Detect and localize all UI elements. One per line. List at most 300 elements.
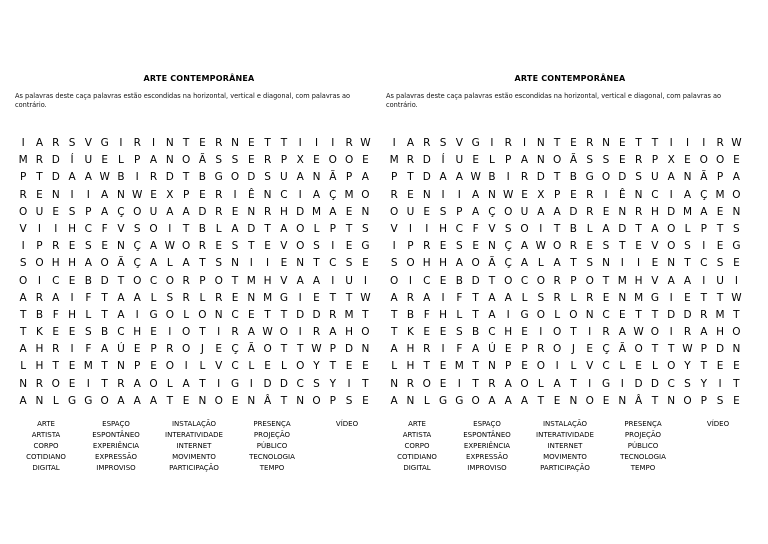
grid-letter: E bbox=[635, 240, 642, 253]
grid-letter: E bbox=[150, 188, 157, 201]
grid-letter: S bbox=[85, 326, 92, 339]
grid-letter: X bbox=[166, 188, 174, 201]
grid-letter: N bbox=[488, 188, 496, 201]
grid-letter: O bbox=[198, 308, 207, 321]
grid-letter: Ã bbox=[329, 171, 337, 184]
grid-letter: T bbox=[390, 308, 398, 321]
grid-letter: Ç bbox=[700, 188, 708, 201]
grid-letter: E bbox=[553, 394, 561, 407]
grid-letter: R bbox=[166, 343, 174, 356]
grid-row bbox=[15, 358, 374, 375]
grid-letter: G bbox=[601, 377, 611, 390]
grid-letter: T bbox=[733, 308, 740, 321]
word-item: EXPRESSÃO bbox=[466, 453, 508, 461]
grid-row bbox=[15, 152, 374, 169]
grid-letter: U bbox=[345, 274, 353, 287]
grid-letter: R bbox=[586, 188, 594, 201]
grid-letter: R bbox=[52, 343, 60, 356]
grid-letter: T bbox=[329, 360, 336, 373]
grid-letter: W bbox=[633, 326, 644, 339]
grid-letter: I bbox=[734, 274, 738, 287]
grid-letter: L bbox=[684, 222, 691, 235]
grid-letter: I bbox=[168, 326, 172, 339]
grid-letter: T bbox=[635, 137, 642, 149]
grid-letter: T bbox=[667, 343, 675, 356]
letter-grid bbox=[386, 135, 745, 410]
grid-letter: N bbox=[488, 240, 496, 253]
grid-letter: E bbox=[345, 240, 353, 253]
grid-letter: N bbox=[536, 137, 545, 149]
grid-letter: P bbox=[134, 154, 141, 167]
grid-letter: Ê bbox=[247, 188, 255, 201]
grid-letter: E bbox=[231, 291, 239, 304]
grid-letter: T bbox=[280, 308, 288, 321]
grid-letter: H bbox=[263, 274, 272, 287]
grid-letter: E bbox=[651, 257, 659, 270]
grid-letter: Ç bbox=[488, 205, 496, 218]
grid-letter: S bbox=[166, 291, 174, 304]
grid-letter: D bbox=[618, 222, 627, 235]
grid-letter: L bbox=[280, 360, 287, 373]
grid-letter: L bbox=[554, 308, 561, 321]
grid-letter: I bbox=[331, 137, 335, 149]
grid-letter: E bbox=[68, 274, 76, 287]
grid-letter: A bbox=[296, 171, 304, 184]
grid-letter: I bbox=[506, 308, 510, 321]
grid-letter: N bbox=[634, 188, 643, 201]
grid-letter: D bbox=[165, 171, 174, 184]
grid-letter: T bbox=[716, 291, 724, 304]
grid-letter: I bbox=[168, 222, 172, 235]
grid-letter: D bbox=[683, 308, 692, 321]
grid-letter: Ç bbox=[504, 257, 512, 270]
grid-row bbox=[386, 376, 745, 393]
grid-letter: S bbox=[68, 137, 76, 149]
grid-letter: P bbox=[521, 343, 528, 356]
grid-letter: R bbox=[634, 154, 643, 167]
grid-letter: N bbox=[165, 154, 174, 167]
grid-letter: G bbox=[650, 291, 659, 304]
grid-letter: H bbox=[439, 308, 447, 321]
grid-letter: B bbox=[35, 308, 44, 321]
grid-letter: C bbox=[231, 308, 239, 321]
grid-letter: O bbox=[667, 222, 676, 235]
grid-letter: E bbox=[733, 257, 740, 270]
grid-letter: H bbox=[439, 222, 447, 235]
grid-letter: A bbox=[166, 205, 174, 218]
grid-letter: K bbox=[36, 326, 43, 339]
grid-letter: E bbox=[36, 188, 43, 201]
grid-letter: H bbox=[133, 326, 142, 339]
grid-letter: H bbox=[422, 257, 431, 270]
grid-letter: I bbox=[588, 326, 592, 339]
grid-letter: E bbox=[602, 291, 610, 304]
grid-letter: A bbox=[504, 394, 512, 407]
grid-letter: N bbox=[51, 188, 60, 201]
grid-letter: E bbox=[280, 257, 288, 270]
grid-letter: R bbox=[19, 188, 27, 201]
grid-letter: S bbox=[19, 257, 27, 270]
grid-letter: L bbox=[183, 308, 190, 321]
grid-letter: I bbox=[441, 291, 445, 304]
grid-letter: E bbox=[586, 240, 594, 253]
grid-letter: P bbox=[36, 240, 43, 253]
grid-letter: D bbox=[569, 205, 578, 218]
grid-letter: N bbox=[618, 394, 627, 407]
grid-letter: E bbox=[199, 137, 206, 149]
grid-letter: G bbox=[455, 394, 464, 407]
grid-letter: A bbox=[602, 222, 610, 235]
grid-letter: R bbox=[586, 205, 594, 218]
grid-letter: D bbox=[471, 274, 480, 287]
grid-letter: T bbox=[553, 222, 561, 235]
grid-letter: A bbox=[84, 171, 92, 184]
grid-row bbox=[386, 255, 745, 272]
grid-letter: O bbox=[214, 394, 223, 407]
grid-letter: A bbox=[390, 291, 398, 304]
grid-letter: D bbox=[279, 377, 288, 390]
grid-letter: L bbox=[586, 222, 593, 235]
grid-row bbox=[386, 221, 745, 238]
word-item: TECNOLOGIA bbox=[249, 453, 295, 461]
grid-letter: O bbox=[634, 343, 643, 356]
grid-letter: E bbox=[264, 360, 271, 373]
grid-letter: A bbox=[84, 257, 92, 270]
grid-letter: I bbox=[669, 137, 673, 149]
grid-letter: R bbox=[263, 205, 272, 218]
grid-letter: G bbox=[230, 377, 240, 390]
grid-letter: O bbox=[504, 205, 513, 218]
grid-letter: T bbox=[700, 291, 707, 304]
grid-letter: A bbox=[182, 377, 190, 390]
word-item: ESPAÇO bbox=[102, 420, 130, 428]
word-item: VÍDEO bbox=[335, 420, 359, 428]
grid-row bbox=[386, 152, 745, 169]
grid-letter: Ã bbox=[700, 171, 708, 184]
grid-letter: P bbox=[407, 240, 414, 253]
word-item: MOVIMENTO bbox=[172, 453, 216, 461]
word-item: EXPRESSÃO bbox=[95, 453, 137, 461]
word-item: IMPROVISO bbox=[467, 464, 507, 472]
grid-letter: T bbox=[602, 274, 610, 287]
grid-letter: C bbox=[423, 274, 431, 287]
word-item: PRESENÇA bbox=[253, 420, 291, 428]
grid-letter: Ã bbox=[488, 257, 496, 270]
grid-letter: I bbox=[249, 377, 253, 390]
grid-letter: O bbox=[683, 394, 692, 407]
grid-letter: A bbox=[683, 274, 692, 287]
grid-letter: U bbox=[280, 171, 288, 184]
grid-letter: R bbox=[537, 343, 545, 356]
grid-letter: O bbox=[51, 377, 60, 390]
grid-letter: R bbox=[504, 137, 512, 149]
grid-letter: H bbox=[504, 326, 513, 339]
grid-letter: I bbox=[669, 188, 673, 201]
grid-letter: U bbox=[35, 205, 44, 218]
grid-letter: R bbox=[52, 137, 60, 149]
grid-letter: I bbox=[457, 188, 461, 201]
word-item: PROJEÇÃO bbox=[624, 431, 662, 439]
grid-letter: T bbox=[570, 257, 577, 270]
grid-letter: O bbox=[181, 343, 191, 356]
grid-letter: C bbox=[520, 274, 529, 287]
grid-letter: A bbox=[329, 326, 337, 339]
grid-letter: N bbox=[296, 257, 305, 270]
puzzle-instructions: As palavras deste caça palavras estão escondidas na horizontal, vertical e diagonal, com palavras ao contrário. bbox=[15, 92, 351, 109]
grid-letter: O bbox=[520, 222, 529, 235]
grid-letter: O bbox=[328, 154, 337, 167]
grid-letter: T bbox=[280, 137, 288, 149]
grid-letter: T bbox=[248, 240, 255, 253]
grid-letter: I bbox=[70, 343, 74, 356]
grid-letter: I bbox=[441, 343, 445, 356]
word-item: INSTALAÇÃO bbox=[542, 420, 588, 428]
grid-letter: L bbox=[118, 154, 124, 167]
grid-row bbox=[386, 187, 745, 204]
grid-letter: S bbox=[215, 154, 223, 167]
grid-letter: E bbox=[362, 257, 369, 270]
grid-letter: N bbox=[19, 377, 28, 390]
grid-letter: N bbox=[165, 137, 174, 149]
word-item: PARTICIPAÇÃO bbox=[540, 464, 590, 472]
grid-letter: T bbox=[199, 257, 206, 270]
grid-letter: T bbox=[264, 308, 271, 321]
grid-letter: E bbox=[345, 360, 353, 373]
word-item: ARTE bbox=[37, 420, 55, 428]
word-item: MOVIMENTO bbox=[543, 453, 587, 461]
grid-letter: I bbox=[86, 377, 90, 390]
grid-letter: C bbox=[602, 308, 610, 321]
grid-letter: V bbox=[586, 360, 594, 373]
grid-letter: A bbox=[117, 308, 125, 321]
grid-letter: A bbox=[520, 154, 529, 167]
grid-letter: T bbox=[570, 326, 577, 339]
grid-letter: T bbox=[199, 377, 206, 390]
grid-letter: O bbox=[181, 154, 191, 167]
grid-letter: P bbox=[700, 394, 707, 407]
grid-letter: N bbox=[312, 171, 321, 184]
grid-letter: R bbox=[586, 291, 594, 304]
grid-letter: T bbox=[537, 394, 545, 407]
word-item: CORPO bbox=[33, 442, 59, 450]
grid-letter: A bbox=[472, 188, 480, 201]
grid-letter: W bbox=[503, 188, 514, 201]
grid-letter: B bbox=[101, 326, 109, 339]
grid-letter: T bbox=[716, 222, 724, 235]
grid-letter: C bbox=[651, 188, 659, 201]
grid-letter: E bbox=[684, 154, 691, 167]
grid-letter: T bbox=[52, 360, 59, 373]
grid-letter: V bbox=[390, 222, 398, 235]
grid-letter: N bbox=[585, 308, 594, 321]
grid-letter: Y bbox=[700, 377, 707, 390]
grid-letter: D bbox=[422, 171, 431, 184]
grid-row bbox=[15, 135, 374, 152]
grid-letter: O bbox=[149, 222, 158, 235]
grid-letter: B bbox=[406, 308, 415, 321]
grid-letter: T bbox=[684, 257, 691, 270]
grid-letter: O bbox=[390, 274, 399, 287]
grid-letter: C bbox=[84, 222, 92, 235]
grid-letter: E bbox=[215, 240, 223, 253]
grid-letter: O bbox=[361, 188, 370, 201]
grid-row bbox=[386, 290, 745, 307]
grid-letter: T bbox=[362, 377, 369, 390]
grid-letter: R bbox=[406, 154, 415, 167]
word-column bbox=[77, 419, 155, 474]
grid-letter: E bbox=[101, 240, 108, 253]
word-item: EXPERIÊNCIA bbox=[463, 442, 511, 450]
grid-letter: D bbox=[716, 343, 725, 356]
grid-letter: A bbox=[68, 171, 76, 184]
grid-row bbox=[386, 324, 745, 341]
grid-letter: H bbox=[716, 326, 725, 339]
grid-letter: V bbox=[651, 274, 659, 287]
grid-letter: S bbox=[215, 257, 223, 270]
grid-letter: O bbox=[536, 308, 545, 321]
grid-letter: E bbox=[521, 188, 528, 201]
grid-letter: C bbox=[296, 377, 304, 390]
grid-letter: T bbox=[733, 377, 740, 390]
grid-letter: F bbox=[456, 291, 463, 304]
grid-letter: T bbox=[345, 222, 353, 235]
grid-letter: E bbox=[313, 291, 320, 304]
word-item: ARTE bbox=[408, 420, 426, 428]
grid-letter: O bbox=[601, 171, 611, 184]
grid-letter: O bbox=[552, 240, 562, 253]
grid-letter: T bbox=[182, 137, 190, 149]
grid-letter: A bbox=[553, 205, 561, 218]
grid-letter: L bbox=[456, 308, 463, 321]
grid-letter: T bbox=[362, 308, 369, 321]
grid-letter: E bbox=[439, 326, 447, 339]
grid-letter: I bbox=[392, 240, 396, 253]
grid-row bbox=[386, 307, 745, 324]
grid-letter: K bbox=[407, 326, 414, 339]
word-item: CORPO bbox=[404, 442, 430, 450]
grid-letter: E bbox=[247, 308, 255, 321]
grid-letter: S bbox=[390, 257, 398, 270]
grid-letter: N bbox=[247, 394, 256, 407]
word-column bbox=[682, 419, 754, 474]
grid-letter: H bbox=[279, 205, 288, 218]
grid-letter: I bbox=[539, 222, 543, 235]
grid-letter: A bbox=[537, 205, 545, 218]
grid-letter: O bbox=[732, 188, 741, 201]
grid-letter: A bbox=[280, 222, 288, 235]
grid-letter: T bbox=[101, 360, 108, 373]
grid-letter: I bbox=[506, 171, 510, 184]
grid-letter: X bbox=[537, 188, 545, 201]
word-item: EXPERIÊNCIA bbox=[92, 442, 140, 450]
grid-letter: R bbox=[602, 326, 610, 339]
grid-letter: Ã bbox=[117, 257, 125, 270]
grid-letter: W bbox=[731, 137, 742, 149]
grid-letter: I bbox=[184, 360, 188, 373]
grid-letter: Ã bbox=[198, 154, 206, 167]
grid-letter: A bbox=[19, 394, 27, 407]
grid-letter: L bbox=[52, 394, 59, 407]
grid-letter: D bbox=[247, 222, 256, 235]
grid-letter: T bbox=[553, 137, 561, 149]
grid-letter: M bbox=[344, 308, 354, 321]
grid-letter: I bbox=[637, 257, 641, 270]
grid-letter: O bbox=[361, 326, 370, 339]
grid-letter: O bbox=[650, 326, 660, 339]
grid-letter: R bbox=[182, 274, 190, 287]
grid-letter: R bbox=[634, 205, 643, 218]
grid-letter: F bbox=[52, 308, 59, 321]
grid-letter: W bbox=[535, 240, 547, 253]
grid-letter: V bbox=[84, 137, 92, 149]
grid-letter: G bbox=[100, 137, 109, 149]
grid-letter: O bbox=[279, 326, 289, 339]
grid-letter: R bbox=[423, 240, 431, 253]
grid-letter: A bbox=[472, 205, 480, 218]
grid-letter: N bbox=[488, 360, 496, 373]
word-item: INTERNET bbox=[176, 442, 212, 450]
grid-letter: I bbox=[425, 222, 429, 235]
grid-letter: N bbox=[667, 257, 676, 270]
grid-letter: W bbox=[360, 137, 371, 149]
grid-row bbox=[386, 204, 745, 221]
grid-letter: T bbox=[19, 308, 27, 321]
grid-letter: I bbox=[331, 274, 335, 287]
grid-letter: T bbox=[407, 171, 414, 184]
grid-letter: B bbox=[198, 171, 207, 184]
grid-letter: A bbox=[455, 257, 463, 270]
grid-letter: S bbox=[684, 240, 691, 253]
grid-letter: B bbox=[198, 222, 207, 235]
grid-letter: Y bbox=[313, 360, 320, 373]
grid-letter: N bbox=[117, 188, 125, 201]
grid-letter: U bbox=[455, 154, 464, 167]
grid-letter: G bbox=[585, 171, 594, 184]
grid-letter: A bbox=[182, 205, 190, 218]
grid-letter: B bbox=[84, 274, 92, 287]
grid-letter: M bbox=[454, 360, 464, 373]
letter-grid bbox=[15, 135, 374, 410]
grid-letter: T bbox=[651, 308, 659, 321]
grid-letter: D bbox=[263, 377, 272, 390]
word-item: ESPAÇO bbox=[473, 420, 501, 428]
word-column bbox=[386, 419, 448, 474]
grid-letter: I bbox=[363, 274, 367, 287]
grid-letter: S bbox=[345, 394, 353, 407]
grid-row bbox=[15, 393, 374, 410]
grid-letter: M bbox=[715, 308, 725, 321]
grid-letter: E bbox=[247, 137, 255, 149]
grid-letter: E bbox=[716, 240, 724, 253]
grid-letter: D bbox=[296, 308, 305, 321]
grid-letter: R bbox=[488, 377, 496, 390]
grid-letter: A bbox=[133, 291, 141, 304]
grid-letter: W bbox=[682, 343, 693, 356]
grid-letter: I bbox=[347, 377, 351, 390]
grid-letter: D bbox=[422, 154, 431, 167]
grid-letter: T bbox=[553, 171, 561, 184]
grid-letter: I bbox=[408, 274, 412, 287]
grid-letter: O bbox=[181, 326, 191, 339]
grid-letter: I bbox=[86, 188, 90, 201]
grid-letter: R bbox=[35, 154, 44, 167]
grid-letter: E bbox=[439, 377, 447, 390]
grid-letter: U bbox=[149, 205, 158, 218]
grid-letter: A bbox=[472, 343, 480, 356]
grid-letter: D bbox=[618, 171, 627, 184]
grid-letter: L bbox=[85, 308, 92, 321]
grid-letter: H bbox=[439, 257, 447, 270]
